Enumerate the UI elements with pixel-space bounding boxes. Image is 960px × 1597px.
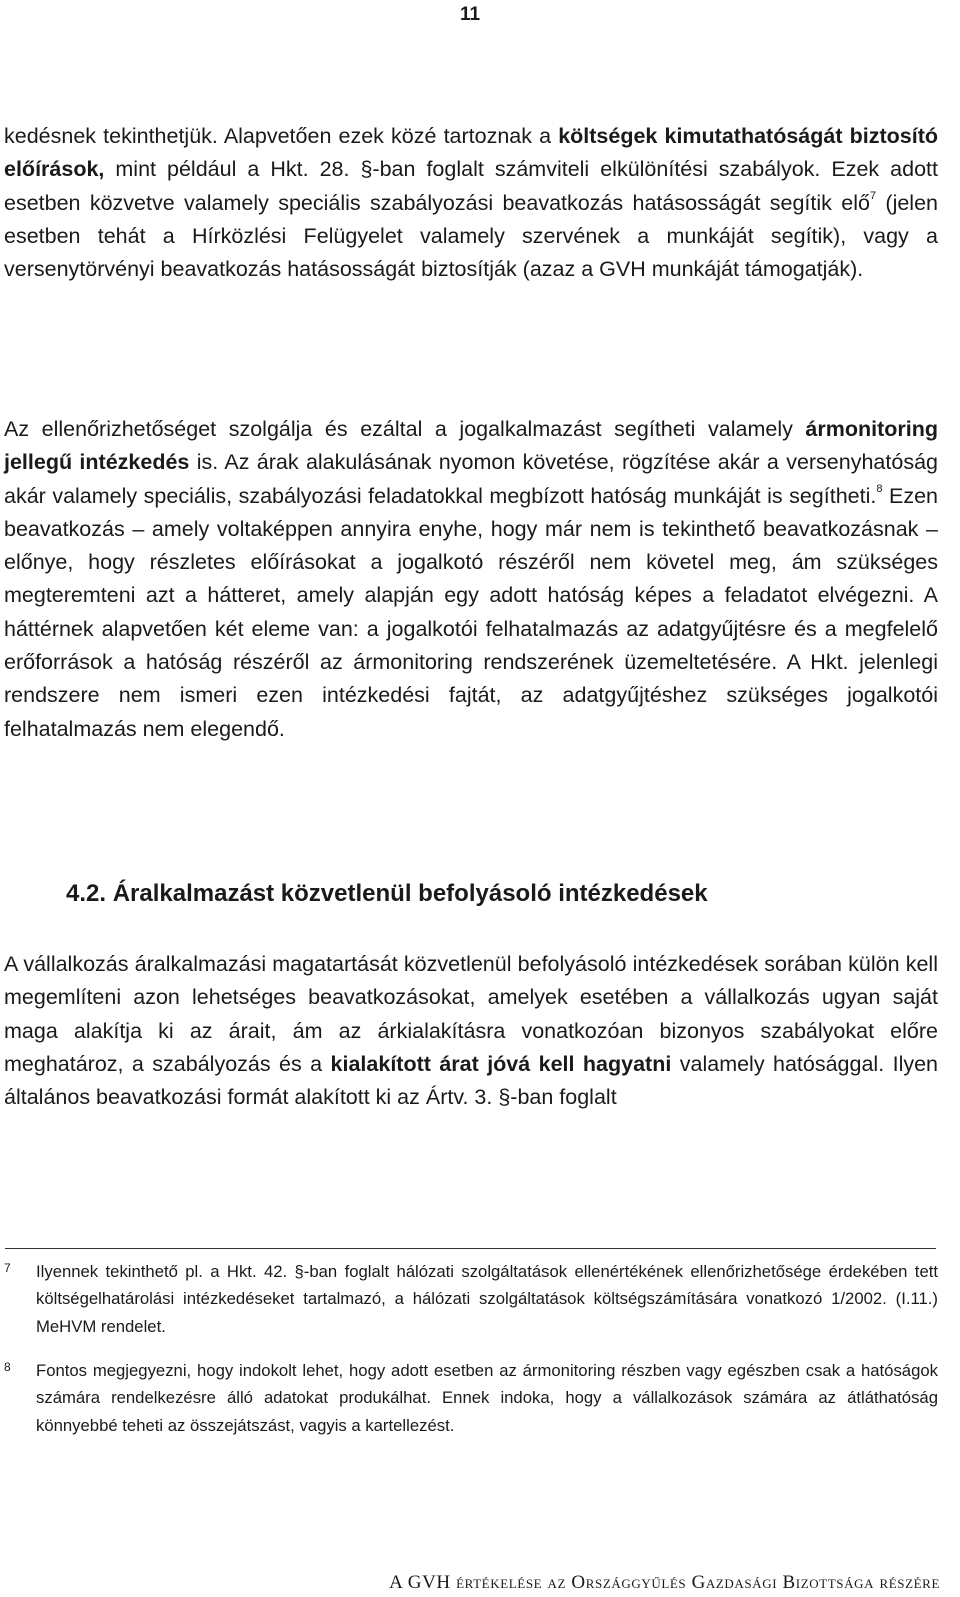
footnote-text: Fontos megjegyezni, hogy indokolt lehet, hogy adott esetben az ármonitoring részben vagy egészben csak a hatóságok számára rendelkezésre álló adatokat produkálhat. Ennek indoka, hogy a vállalkozások számára az átláthatóság könnyebbé teheti az összejátszást, vagyis a kartellezést. <box>36 1361 938 1435</box>
paragraph-3-bold: kialakított árat jóvá kell hagyatni <box>330 1051 672 1076</box>
page-number: 11 <box>459 4 481 25</box>
paragraph-1-text-a: kedésnek tekinthetjük. Alapvetően ezek közé tartoznak a <box>4 124 559 148</box>
footnote-ref-7[interactable]: 7 <box>869 190 877 203</box>
footnote-mark: 8 <box>4 1360 11 1374</box>
footnote-8 <box>4 1357 938 1439</box>
paragraph-1-text-c: (jelen esetben tehát a Hírközlési Felügyelet valamely szervének a munkáját segítik), vagy a versenytörvényi beavatkozás hatásosságát biztosítják (azaz a GVH munkáját támogatják). <box>4 190 938 282</box>
paragraph-2-bold: ármonitoring jellegű intézkedés <box>4 417 938 475</box>
paragraph-1-bold: költségek kimutathatóságát biztosító előírások, <box>4 124 938 182</box>
paragraph-3 <box>4 948 938 1114</box>
footnote-divider <box>5 1248 936 1249</box>
footnote-text: Ilyennek tekinthető pl. a Hkt. 42. §-ban foglalt hálózati szolgáltatások ellenértékének ellenőrizhetősége érdekében tett költségelhatárolási intézkedéseket tartalmazó, a hálózati szolgáltatások költségszámítására vonatkozó 1/2002. (I.11.) MeHVM rendelet. <box>36 1262 938 1336</box>
section-heading <box>66 880 708 908</box>
paragraph-2-text-b: is. Az árak alakulásának nyomon követése, rögzítése akár a versenyhatóság akár valamely speciális, szabályozási feladatokkal megbízott hatóság munkáját is segítheti. <box>4 450 938 508</box>
paragraph-2-text-a: Az ellenőrizhetőséget szolgálja és ezáltal a jogalkalmazást segítheti valamely <box>4 417 806 441</box>
footnote-7 <box>4 1258 938 1340</box>
footnote-mark: 7 <box>4 1261 11 1275</box>
paragraph-3-text-a: A vállalkozás áralkalmazási magatartását közvetlenül befolyásoló intézkedések sorában külön kell megemlíteni azon lehetséges beavatkozásokat, amelyek esetében a vállalkozás ugyan saját maga alakítja ki az árait, ám az árkialakításra vonatkozóan bizonyos szabályokat előre meghatároz, a szabályozás és a <box>4 952 938 1076</box>
paragraph-3-text-b: valamely hatósággal. Ilyen általános beavatkozási formát alakított ki az Ártv. 3. §-ban foglalt <box>4 1051 939 1110</box>
section-title: Áralkalmazást közvetlenül befolyásoló intézkedések <box>112 880 708 907</box>
paragraph-1-text-b: mint például a Hkt. 28. §-ban foglalt számviteli elkülönítési szabályok. Ezek adott esetben közvetve valamely speciális szabályozási beavatkozás hatásosságát segítik elő <box>4 157 938 215</box>
paragraph-2 <box>4 413 938 746</box>
section-number: 4.2. <box>66 880 107 907</box>
footnote-ref-8[interactable]: 8 <box>876 483 883 496</box>
paragraph-1 <box>4 120 938 286</box>
running-footer: A GVH értékelése az Országgyűlés Gazdasági Bizottsága részére <box>389 1572 940 1593</box>
paragraph-2-text-c: Ezen beavatkozás – amely voltaképpen annyira enyhe, hogy már nem is tekinthető beavatkozásnak – előnye, hogy részletes előírásokat a jogalkotó részéről nem követel meg, ám szükséges megteremteni azt a hátteret, amely alapján egy adott hatóság képes a feladatot elvégezni. A háttérnek alapvetően két eleme van: a jogalkotói felhatalmazás az adatgyűjtésre és a megfelelő erőforrások a hatóság részéről az ármonitoring rendszerének üzemeltetésére. A Hkt. jelenlegi rendszere nem ismeri ezen intézkedési fajtát, az adatgyűjtéshez szükséges jogalkotói felhatalmazás nem elegendő. <box>4 483 938 741</box>
